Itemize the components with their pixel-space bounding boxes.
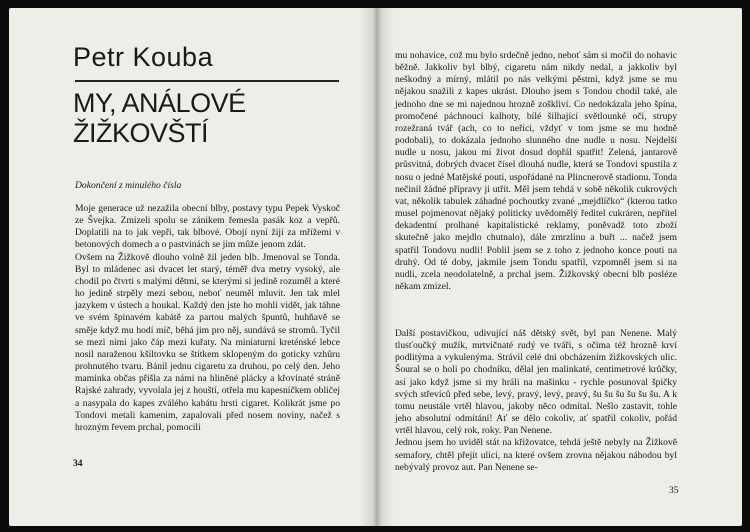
right-paragraph-2: Další postavičkou, udivující náš dětský svět, byl pan Nenene. Malý tlusťoučký mužík, mrtvičnaté rudý ve tváři, s očima též hrozně krví podlitýma a vykulenýma. Strávil celé dni obcházením žižkovských ulic. Šoural se o holi po chodníku, dělal jen malinkaté, centimetrové krůčky, asi jako když jsme si my hráli na mašinku - rychle posunoval špičky svých střevíců před sebe, levý, pravý, levý, pravý, šu šu šu šu šu šu. A k tomu neustále vrtěl hlavou, jakoby něco odmítal. Nešlo zastavit, tohle jeho absolutní odmítání! Ať se dělo cokoliv, ať spatřil cokoliv, pořád vrtěl hlavou, celý rok, roky. Pan Nenene. — [395, 328, 677, 437]
right-body-text — [395, 50, 677, 293]
page-number-left: 34 — [73, 459, 83, 469]
page-number-right: 35 — [669, 486, 679, 496]
right-body-text-2 — [395, 328, 677, 474]
article-subtitle: Dokončení z minulého čísla — [75, 180, 182, 191]
right-page — [377, 8, 742, 526]
author-name: Petr Kouba — [73, 42, 214, 72]
book-gutter — [360, 8, 394, 526]
left-body-text — [75, 203, 340, 434]
left-page — [9, 8, 377, 526]
article-title — [73, 88, 246, 148]
title-line-2: ŽIŽKOVŠTÍ — [73, 118, 209, 148]
title-line-1: MY, ANÁLOVÉ — [73, 88, 246, 118]
title-rule — [75, 80, 339, 82]
right-paragraph-1: mu nohavice, což mu bylo srdečně jedno, neboť sám si močil do nohavic běžně. Jakkoliv byl blbý, cigaretu nám nikdy nedal, a jakkoliv byl neškodný a mírný, mlátil po nás velkými pěstmi, když jsme se mu nějakou snažili z kapes ukrást. Dlouho jsem s Tondou chodil také, ale jednoho dne se mi najednou hrozně zoškliví. Co nedokázala jeho špína, promočené páchnoucí kalhoty, bílé šilhající světlounké oči, strupy rozežraná tvář (ach, co to neříci, vždyť v tom jsme se mu hodně podobali), to dokázala jednoho slunného dne nudle u nosu. Nejdelší nudle u nosu, jakou mi život dosud dopřál spatřit! Zelená, jantarově průsvitná, dobrých dvacet čísel dlouhá nudle, která se Tondovi spustila z nosu o jedné Matějské pouti, uspořádané na Plincnerově stadionu. Tonda nečinil žádné přípravy ji utřít. Měl jsem tehdá v sobě několik cukrových vat, několik tabulek záhadné pochoutky zvané „mejdlíčko“ (kterou tatko musel pojmenovat nějaký politicky uvědomělý ředitel cukráren, nepřítel dekadentní prolhané kapitalistické reklamy, poněvadž toto zboží skutečně jako mejdlo chutnalo), dále zmrzlinu a buřt ... načež jsem spatřil Tondovu nudli! Poblil jsem se z toho z jednoho konce pouti na druhý. Od té doby, jakmile jsem Tondu spatřil, vzpomněl jsem si na nudli, zcela neodolatelně, a prchal jsem. Žižkovský obecní blb posléze někam zmizel. — [395, 50, 677, 292]
left-paragraph-1: Moje generace už nezažila obecní blby, postavy typu Pepek Vyskoč ze Švejka. Zmizeli spolu se zánikem řemesla pasák koz a vepřů. Doplatili na to jak vepři, tak blbové. Obojí nyní žijí za mřížemi v betonových domech a o pastvinách se jim může jenom zdát. — [75, 203, 340, 251]
left-paragraph-2: Ovšem na Žižkově dlouho volně žil jeden blb. Jmenoval se Tonda. Byl to mládenec asi dvacet let starý, téměř dva metry vysoký, ale chodil po čtvrti s malými dětmi, se kterými si jedině rozuměl a které ho jedině strpěly mezi sebou, neboť neuměl mluvit. Jen tak mlel jazykem v ústech a houkal. Každý den jste ho mohli vidět, jak táhne ve svém špinavém kabátě za partou malých špuntů, huhňavě se směje když mu hodí míč, běhá jim pro něj, sundává se stromů. Tyčil se mezi nimi jako čáp mezi kuřaty. Na miniaturní kreténské lebce nosil naraženou kšiltovku se štítkem sklopeným do goticky vzhůru prohnutého tvaru. Bánil jednu cigaretu za druhou, po celý den. Jeho maminka občas přišla za námi na hliněné plácky a křovinaté stráně Rajské zahrady, vyvolala jej z houští, otřela mu kapesníčkem obličej a nasypala do kapes zválého kabátu hrsti cigaret. Kolikrát jsme po Tondovi metali kamenim, zapalovali před nosem noviny, načež s hrozným řevem prchal, pomocili — [75, 251, 340, 433]
right-paragraph-3: Jednou jsem ho uviděl stát na křižovatce, tehdá ještě nebyly na Žižkově semafory, chtěl přejít ulici, na které ovšem zrovna nějakou náhodou byl nebývalý provoz aut. Pan Nenene se- — [395, 437, 677, 473]
